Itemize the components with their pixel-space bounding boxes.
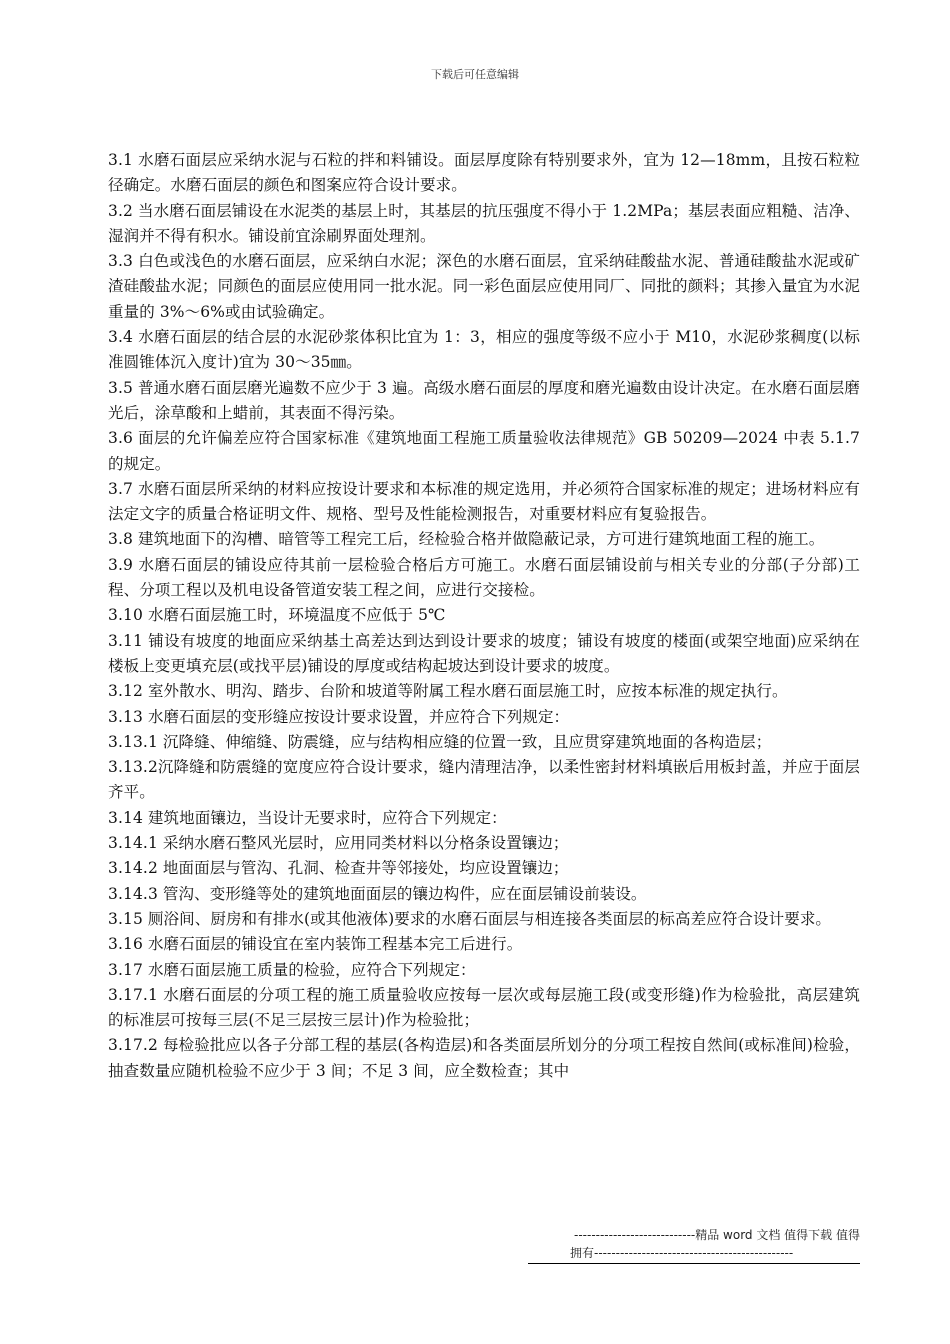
paragraph-3-13-1: 3.13.1 沉降缝、伸缩缝、防震缝，应与结构相应缝的位置一致，且应贯穿建筑地面的各构造层； bbox=[108, 732, 772, 751]
header-note: 下载后可任意编辑 bbox=[431, 68, 519, 81]
paragraph-3-6: 3.6 面层的允许偏差应符合国家标准《建筑地面工程施工质量验收法律规范》GB 50209—2024 中表 5.1.7 的规定。 bbox=[108, 429, 860, 473]
paragraph-3-15: 3.15 厕浴间、厨房和有排水(或其他液体)要求的水磨石面层与相连接各类面层的标高差应符合设计要求。 bbox=[108, 909, 832, 928]
paragraph-3-3: 3.3 白色或浅色的水磨石面层，应采纳白水泥；深色的水磨石面层，宜采纳硅酸盐水泥、普通硅酸盐水泥或矿渣硅酸盐水泥；同颜色的面层应使用同一批水泥。同一彩色面层应使用同厂、同批的颜料；其掺入量宜为水泥重量的 3%～6%或由试验确定。 bbox=[108, 252, 860, 321]
paragraph-3-14-2: 3.14.2 地面面层与管沟、孔洞、检查井等邻接处，均应设置镶边； bbox=[108, 859, 569, 878]
paragraph-3-13-2: 3.13.2沉降缝和防震缝的宽度应符合设计要求，缝内清理洁净，以柔性密封材料填嵌后用板封盖，并应于面层齐平。 bbox=[108, 758, 860, 802]
paragraph-3-10: 3.10 水磨石面层施工时，环境温度不应低于 5℃ bbox=[108, 606, 446, 625]
paragraph-3-2: 3.2 当水磨石面层铺设在水泥类的基层上时，其基层的抗压强度不得小于 1.2MPa；基层表面应粗糙、洁净、湿润并不得有积水。铺设前宜涂刷界面处理剂。 bbox=[108, 201, 860, 245]
paragraph-3-13: 3.13 水磨石面层的变形缝应按设计要求设置，并应符合下列规定： bbox=[108, 707, 570, 726]
paragraph-3-1: 3.1 水磨石面层应采纳水泥与石粒的拌和料铺设。面层厚度除有特别要求外，宜为 12—18mm，且按石粒粒径确定。水磨石面层的颜色和图案应符合设计要求。 bbox=[108, 151, 860, 195]
paragraph-3-17-1: 3.17.1 水磨石面层的分项工程的施工质量验收应按每一层次或每层施工段(或变形缝)作为检验批，高层建筑的标准层可按每三层(不足三层按三层计)作为检验批； bbox=[108, 985, 860, 1030]
paragraph-3-16: 3.16 水磨石面层的铺设宜在室内装饰工程基本完工后进行。 bbox=[108, 935, 523, 954]
paragraph-3-4: 3.4 水磨石面层的结合层的水泥砂浆体积比宜为 1：3，相应的强度等级不应小于 M10，水泥砂浆稠度(以标准圆锥体沉入度计)宜为 30～35㎜。 bbox=[108, 328, 860, 372]
paragraph-3-5: 3.5 普通水磨石面层磨光遍数不应少于 3 遍。高级水磨石面层的厚度和磨光遍数由设计决定。在水磨石面层磨光后，涂草酸和上蜡前，其表面不得污染。 bbox=[108, 378, 860, 422]
paragraph-3-17-2: 3.17.2 每检验批应以各子分部工程的基层(各构造层)和各类面层所划分的分项工程按自然间(或标准间)检验，抽查数量应随机检验不应少于 3 间；不足 3 间，应全数检查；其中 bbox=[108, 1036, 860, 1080]
footer-divider bbox=[528, 1263, 860, 1264]
paragraph-3-14-3: 3.14.3 管沟、变形缝等处的建筑地面面层的镶边构件，应在面层铺设前装设。 bbox=[108, 884, 647, 903]
paragraph-3-14: 3.14 建筑地面镶边，当设计无要求时，应符合下列规定： bbox=[108, 808, 507, 827]
footer-line-1: ----------------------------精品 word 文档 值得下载 值得 bbox=[574, 1228, 860, 1242]
document-body bbox=[108, 148, 860, 1084]
paragraph-3-8: 3.8 建筑地面下的沟槽、暗管等工程完工后，经检验合格并做隐蔽记录，方可进行建筑地面工程的施工。 bbox=[108, 530, 825, 549]
paragraph-3-14-1: 3.14.1 采纳水磨石整风光层时，应用同类材料以分格条设置镶边； bbox=[108, 834, 569, 853]
paragraph-3-11: 3.11 铺设有坡度的地面应采纳基土高差达到达到设计要求的坡度；铺设有坡度的楼面(或架空地面)应采纳在楼板上变更填充层(或找平层)铺设的厚度或结构起坡达到设计要求的坡度。 bbox=[108, 631, 860, 675]
paragraph-3-9: 3.9 水磨石面层的铺设应待其前一层检验合格后方可施工。水磨石面层铺设前与相关专业的分部(子分部)工程、分项工程以及机电设备管道安装工程之间，应进行交接检。 bbox=[108, 555, 860, 600]
footer-note bbox=[528, 1226, 860, 1262]
paragraph-3-12: 3.12 室外散水、明沟、踏步、台阶和坡道等附属工程水磨石面层施工时，应按本标准的规定执行。 bbox=[108, 682, 788, 701]
paragraph-3-17: 3.17 水磨石面层施工质量的检验，应符合下列规定： bbox=[108, 960, 476, 979]
paragraph-3-7: 3.7 水磨石面层所采纳的材料应按设计要求和本标准的规定选用，并必须符合国家标准的规定；进场材料应有法定文字的质量合格证明文件、规格、型号及性能检测报告，对重要材料应有复验报告。 bbox=[108, 479, 860, 524]
footer-line-2: 拥有---------------------------------------------- bbox=[570, 1246, 794, 1260]
